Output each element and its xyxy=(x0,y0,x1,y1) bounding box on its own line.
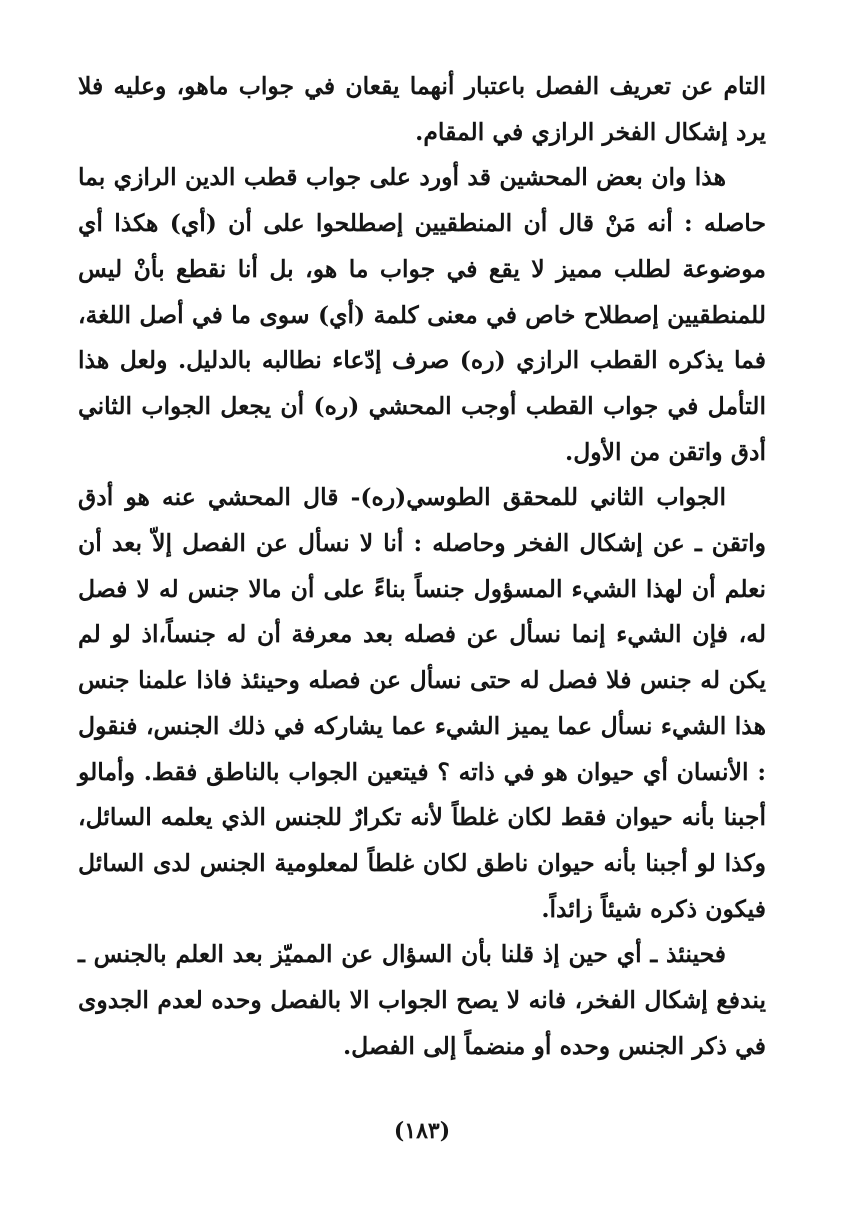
paragraph-2: هذا وان بعض المحشين قد أورد على جواب قطب الدين الرازي بما حاصله : أنه مَنْ قال أن المنطقيين إصطلحوا على أن (أي) هكذا أي موضوعة لطلب مميز لا يقع في جواب ما هو، بل أنا نقطع بأنْ ليس للمنطقيين إصطلاح خاص في معنى كلمة (أي) سوى ما في أصل اللغة، فما يذكره القطب الرازي (ره) صرف إدّعاء نطالبه بالدليل. ولعل هذا التأمل في جواب القطب أوجب المحشي (ره) أن يجعل الجواب الثاني أدق واتقن من الأول. xyxy=(78,163,766,466)
paragraph-1: التام عن تعريف الفصل باعتبار أنهما يقعان في جواب ماهو، وعليه فلا يرد إشكال الفخر الرازي في المقام. xyxy=(78,72,766,146)
page-number: (١٨٣) xyxy=(393,1118,451,1144)
body-text xyxy=(78,64,766,1069)
paragraph-3: الجواب الثاني للمحقق الطوسي(ره)- قال المحشي عنه هو أدق واتقن ـ عن إشكال الفخر وحاصله : أنا لا نسأل عن الفصل إلاّ بعد أن نعلم أن لهذا الشيء المسؤول جنساً بناءً على أن مالا جنس له لا فصل له، فإن الشيء إنما نسأل عن فصله بعد معرفة أن له جنساً،اذ لو لم يكن له جنس فلا فصل له حتى نسأل عن فصله وحينئذ فاذا علمنا جنس هذا الشيء نسأل عما يميز الشيء عما يشاركه في ذلك الجنس، فنقول : الأنسان أي حيوان هو في ذاته ؟ فيتعين الجواب بالناطق فقط. وأمالو أجبنا بأنه حيوان فقط لكان غلطاً لأنه تكرارٌ للجنس الذي يعلمه السائل، وكذا لو أجبنا بأنه حيوان ناطق لكان غلطاً لمعلومية الجنس لدى السائل فيكون ذكره شيئاً زائداً. xyxy=(78,483,766,923)
paragraph-4: فحينئذ ـ أي حين إذ قلنا بأن السؤال عن المميّز بعد العلم بالجنس ـ يندفع إشكال الفخر، فانه لا يصح الجواب الا بالفصل وحده لعدم الجدوى في ذكر الجنس وحده أو منضماً إلى الفصل. xyxy=(78,940,766,1060)
